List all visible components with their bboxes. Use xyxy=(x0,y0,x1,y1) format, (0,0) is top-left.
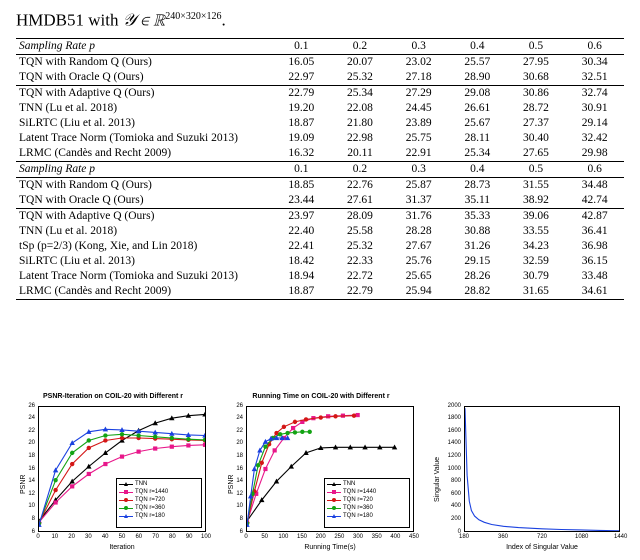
y-tick-label: 10 xyxy=(236,503,243,510)
row-label: TNN (Lu et al. 2018) xyxy=(19,225,118,238)
legend-label: TQN r=180 xyxy=(343,513,373,519)
row-label: TQN with Oracle Q (Ours) xyxy=(16,70,272,86)
chart-psnr-runtime xyxy=(220,392,422,560)
cell: 18.42 xyxy=(288,255,315,268)
cell: 20.07 xyxy=(347,56,373,69)
cell: 19.09 xyxy=(288,132,315,145)
cell: 29.98 xyxy=(565,146,624,162)
chart3-ylabel: Singular Value xyxy=(434,456,441,502)
table-row xyxy=(16,177,624,193)
cell: 27.65 xyxy=(507,146,566,162)
cell: 27.67 xyxy=(405,240,432,253)
row-label: TQN with Adaptive Q (Ours) xyxy=(19,87,155,100)
y-tick-label: 16 xyxy=(236,465,243,472)
cell: 34.61 xyxy=(565,284,624,300)
table-header-row xyxy=(16,162,624,178)
chart1-legend xyxy=(116,478,202,528)
cell: 25.34 xyxy=(448,146,507,162)
cell: 25.57 xyxy=(464,56,491,69)
legend-swatch xyxy=(327,500,341,501)
cell: 16.05 xyxy=(288,56,315,69)
x-tick-label: 1440 xyxy=(614,534,628,540)
y-tick-label: 8 xyxy=(239,515,243,522)
table-row xyxy=(16,284,624,300)
cell: 33.48 xyxy=(581,270,608,283)
cell: 29.15 xyxy=(464,255,491,268)
figure-caption xyxy=(16,6,624,32)
y-tick-label: 22 xyxy=(28,427,35,434)
table-row xyxy=(16,116,624,131)
cell: 25.32 xyxy=(331,70,390,86)
cell: 36.41 xyxy=(581,225,608,238)
chart-singular-values xyxy=(428,392,628,560)
cell: 25.76 xyxy=(405,255,432,268)
cell: 34.48 xyxy=(581,179,608,192)
cell: 22.79 xyxy=(331,284,390,300)
legend-swatch xyxy=(119,500,133,501)
cell: 31.55 xyxy=(523,179,549,192)
legend-swatch xyxy=(327,508,341,509)
cell: 36.15 xyxy=(581,255,608,268)
row-label: LRMC (Candès and Recht 2009) xyxy=(16,146,272,162)
cell: 42.87 xyxy=(581,210,608,223)
y-tick-label: 24 xyxy=(28,415,35,422)
x-tick-label: 0 xyxy=(244,534,248,540)
x-tick-label: 200 xyxy=(315,534,326,540)
legend-swatch xyxy=(327,492,341,493)
y-tick-label: 2000 xyxy=(447,402,461,409)
y-tick-label: 600 xyxy=(450,490,461,497)
x-tick-label: 20 xyxy=(68,534,75,540)
cell: 28.09 xyxy=(347,210,373,223)
row-label: Latent Trace Norm (Tomioka and Suzuki 2013) xyxy=(19,132,238,145)
chart3-xlabel: Index of Singular Value xyxy=(506,544,578,551)
cell: 22.72 xyxy=(347,270,373,283)
x-tick-label: 10 xyxy=(51,534,59,540)
y-tick-label: 200 xyxy=(450,515,461,522)
chart2-xlabel: Running Time(s) xyxy=(304,544,356,551)
x-tick-label: 60 xyxy=(135,534,143,540)
cell: 27.37 xyxy=(523,117,549,130)
cell: 22.33 xyxy=(347,255,373,268)
legend-label: TQN r=1440 xyxy=(135,489,169,495)
legend-swatch xyxy=(119,484,133,485)
cell: 35.11 xyxy=(448,193,507,209)
y-tick-label: 1400 xyxy=(447,440,461,447)
row-label: TQN with Random Q (Ours) xyxy=(19,179,152,192)
y-tick-label: 1000 xyxy=(447,465,461,472)
legend-item xyxy=(119,512,199,520)
table-row xyxy=(16,54,624,70)
cell: 23.89 xyxy=(405,117,432,130)
chart1-xlabel: Iteration xyxy=(109,544,135,551)
table-row xyxy=(16,101,624,116)
caption-suffix: . xyxy=(221,10,226,30)
cell: 25.67 xyxy=(464,117,491,130)
cell: 32.51 xyxy=(565,70,624,86)
row-label: Latent Trace Norm (Tomioka and Suzuki 2013) xyxy=(19,270,238,283)
cell: 22.79 xyxy=(288,87,315,100)
cell: 25.65 xyxy=(405,270,432,283)
cell: 27.95 xyxy=(523,56,549,69)
cell: 25.32 xyxy=(347,240,373,253)
cell: 25.75 xyxy=(405,132,432,145)
x-tick-label: 80 xyxy=(169,534,176,540)
x-tick-label: 1080 xyxy=(575,534,589,540)
legend-item xyxy=(327,480,407,488)
x-tick-label: 30 xyxy=(85,534,92,540)
legend-item xyxy=(119,496,199,504)
chart3-plot-area xyxy=(464,406,620,532)
caption-superscript: 240×320×126 xyxy=(165,11,222,22)
row-label: LRMC (Candès and Recht 2009) xyxy=(16,284,272,300)
table-row xyxy=(16,85,624,101)
legend-item xyxy=(327,504,407,512)
cell: 23.02 xyxy=(405,56,432,69)
cell: 25.58 xyxy=(347,225,373,238)
results-table-bottom xyxy=(16,162,624,300)
header-col-0: 0.1 xyxy=(272,38,331,54)
header-sampling-rate: Sampling Rate p xyxy=(16,38,272,54)
row-label: SiLRTC (Liu et al. 2013) xyxy=(19,117,135,130)
table-row xyxy=(16,239,624,254)
x-tick-label: 720 xyxy=(536,534,547,540)
cell: 32.42 xyxy=(581,132,608,145)
cell: 28.11 xyxy=(464,132,491,145)
x-tick-label: 0 xyxy=(36,534,40,540)
y-tick-label: 12 xyxy=(28,490,35,497)
cell: 31.26 xyxy=(464,240,491,253)
x-tick-label: 90 xyxy=(185,534,193,540)
caption-math: 𝒴 ∈ ℝ xyxy=(122,10,166,30)
x-tick-label: 250 xyxy=(334,534,345,540)
table-row xyxy=(16,254,624,269)
header-col-3: 0.4 xyxy=(448,162,507,178)
cell: 30.88 xyxy=(464,225,491,238)
chart-psnr-iteration xyxy=(12,392,214,560)
cell: 30.79 xyxy=(523,270,549,283)
header-col-1: 0.2 xyxy=(331,162,390,178)
y-tick-label: 1800 xyxy=(447,415,461,422)
table-row xyxy=(16,193,624,209)
header-col-4: 0.5 xyxy=(507,162,566,178)
table-row xyxy=(16,208,624,224)
row-label: TQN with Random Q (Ours) xyxy=(19,56,152,69)
x-tick-label: 350 xyxy=(371,534,382,540)
cell: 28.72 xyxy=(523,102,549,115)
legend-label: TQN r=1440 xyxy=(343,489,377,495)
cell: 18.87 xyxy=(272,284,331,300)
cell: 31.65 xyxy=(507,284,566,300)
chart2-ylabel: PSNR xyxy=(228,474,235,494)
cell: 34.23 xyxy=(523,240,549,253)
x-tick-label: 180 xyxy=(458,534,469,540)
cell: 28.90 xyxy=(448,70,507,86)
table-row xyxy=(16,146,624,162)
cell: 31.76 xyxy=(405,210,432,223)
caption-prefix: HMDB51 with xyxy=(16,10,123,30)
legend-swatch xyxy=(119,508,133,509)
cell: 23.44 xyxy=(272,193,331,209)
cell: 27.29 xyxy=(405,87,432,100)
table-row xyxy=(16,224,624,239)
legend-item xyxy=(119,488,199,496)
legend-label: TQN r=720 xyxy=(135,497,165,503)
legend-item xyxy=(327,512,407,520)
legend-label: TQN r=180 xyxy=(135,513,165,519)
cell: 24.45 xyxy=(405,102,432,115)
y-tick-label: 18 xyxy=(236,452,243,459)
chart1-title: PSNR-Iteration on COIL-20 with Different r xyxy=(42,393,183,400)
y-tick-label: 6 xyxy=(31,528,35,535)
cell: 21.80 xyxy=(347,117,373,130)
header-col-0: 0.1 xyxy=(272,162,331,178)
table-row xyxy=(16,70,624,86)
cell: 18.85 xyxy=(288,179,315,192)
header-col-4: 0.5 xyxy=(507,38,566,54)
cell: 22.98 xyxy=(347,132,373,145)
cell: 18.87 xyxy=(288,117,315,130)
y-tick-label: 0 xyxy=(457,528,461,535)
cell: 22.41 xyxy=(288,240,315,253)
legend-label: TNN xyxy=(343,481,356,487)
x-tick-label: 300 xyxy=(352,534,363,540)
header-sampling-rate: Sampling Rate p xyxy=(16,162,272,178)
legend-label: TQN r=360 xyxy=(343,505,373,511)
header-col-1: 0.2 xyxy=(331,38,390,54)
y-tick-label: 400 xyxy=(450,503,461,510)
legend-swatch xyxy=(327,516,341,517)
y-tick-label: 20 xyxy=(236,440,243,447)
cell: 25.34 xyxy=(347,87,373,100)
results-table-top xyxy=(16,38,624,162)
header-col-2: 0.3 xyxy=(389,38,448,54)
cell: 19.20 xyxy=(288,102,315,115)
x-tick-label: 40 xyxy=(101,534,109,540)
cell: 27.18 xyxy=(389,70,448,86)
chart2-title: Running Time on COIL-20 with Different r xyxy=(252,393,390,400)
cell: 42.74 xyxy=(565,193,624,209)
legend-item xyxy=(119,480,199,488)
x-tick-label: 100 xyxy=(200,534,211,540)
cell: 33.55 xyxy=(523,225,549,238)
cell: 22.76 xyxy=(347,179,373,192)
cell: 25.94 xyxy=(389,284,448,300)
x-tick-label: 450 xyxy=(408,534,419,540)
header-col-3: 0.4 xyxy=(448,38,507,54)
legend-item xyxy=(119,504,199,512)
x-tick-label: 70 xyxy=(152,534,159,540)
cell: 30.68 xyxy=(507,70,566,86)
cell: 39.06 xyxy=(523,210,549,223)
legend-label: TQN r=360 xyxy=(135,505,165,511)
y-tick-label: 14 xyxy=(236,478,243,485)
cell: 16.32 xyxy=(272,146,331,162)
cell: 29.14 xyxy=(581,117,608,130)
cell: 22.08 xyxy=(347,102,373,115)
cell: 18.94 xyxy=(288,270,315,283)
y-tick-label: 14 xyxy=(28,478,35,485)
y-tick-label: 22 xyxy=(236,427,243,434)
cell: 28.28 xyxy=(405,225,432,238)
figure-charts xyxy=(12,392,632,560)
y-tick-label: 24 xyxy=(236,415,243,422)
cell: 22.97 xyxy=(272,70,331,86)
legend-swatch xyxy=(327,484,341,485)
y-tick-label: 26 xyxy=(236,402,243,409)
header-col-2: 0.3 xyxy=(389,162,448,178)
cell: 28.26 xyxy=(464,270,491,283)
cell: 32.59 xyxy=(523,255,549,268)
x-tick-label: 50 xyxy=(118,534,126,540)
row-label: TQN with Adaptive Q (Ours) xyxy=(19,210,155,223)
y-tick-label: 1600 xyxy=(447,427,461,434)
y-tick-label: 6 xyxy=(239,528,243,535)
cell: 29.08 xyxy=(464,87,491,100)
cell: 20.11 xyxy=(331,146,390,162)
row-label: TNN (Lu et al. 2018) xyxy=(19,102,118,115)
cell: 30.34 xyxy=(581,56,608,69)
y-tick-label: 26 xyxy=(28,402,35,409)
cell: 22.91 xyxy=(389,146,448,162)
legend-item xyxy=(327,488,407,496)
legend-swatch xyxy=(119,492,133,493)
x-tick-label: 360 xyxy=(497,534,508,540)
row-label: SiLRTC (Liu et al. 2013) xyxy=(19,255,135,268)
cell: 30.91 xyxy=(581,102,608,115)
y-tick-label: 18 xyxy=(28,452,35,459)
x-tick-label: 100 xyxy=(278,534,289,540)
table-row xyxy=(16,269,624,284)
cell: 28.73 xyxy=(464,179,491,192)
cell: 25.87 xyxy=(405,179,432,192)
y-tick-label: 10 xyxy=(28,503,35,510)
header-col-5: 0.6 xyxy=(565,38,624,54)
y-tick-label: 8 xyxy=(31,515,35,522)
y-tick-label: 12 xyxy=(236,490,243,497)
x-tick-label: 400 xyxy=(390,534,401,540)
y-tick-label: 20 xyxy=(28,440,35,447)
chart2-legend xyxy=(324,478,410,528)
cell: 30.40 xyxy=(523,132,549,145)
cell: 23.97 xyxy=(288,210,315,223)
cell: 38.92 xyxy=(507,193,566,209)
legend-item xyxy=(327,496,407,504)
legend-label: TQN r=720 xyxy=(343,497,373,503)
row-label: TQN with Oracle Q (Ours) xyxy=(16,193,272,209)
cell: 35.33 xyxy=(464,210,491,223)
x-tick-label: 150 xyxy=(296,534,307,540)
y-tick-label: 16 xyxy=(28,465,35,472)
cell: 27.61 xyxy=(331,193,390,209)
cell: 32.74 xyxy=(581,87,608,100)
header-col-5: 0.6 xyxy=(565,162,624,178)
cell: 31.37 xyxy=(389,193,448,209)
x-tick-label: 50 xyxy=(261,534,268,540)
y-tick-label: 800 xyxy=(450,478,461,485)
y-tick-label: 1200 xyxy=(447,452,461,459)
legend-label: TNN xyxy=(135,481,148,487)
cell: 22.40 xyxy=(288,225,315,238)
cell: 30.86 xyxy=(523,87,549,100)
cell: 28.82 xyxy=(448,284,507,300)
cell: 36.98 xyxy=(581,240,608,253)
table-header-row xyxy=(16,38,624,54)
chart1-ylabel: PSNR xyxy=(20,474,27,494)
cell: 26.61 xyxy=(464,102,491,115)
row-label: tSp (p=2/3) (Kong, Xie, and Lin 2018) xyxy=(19,240,198,253)
table-row xyxy=(16,131,624,146)
legend-swatch xyxy=(119,516,133,517)
